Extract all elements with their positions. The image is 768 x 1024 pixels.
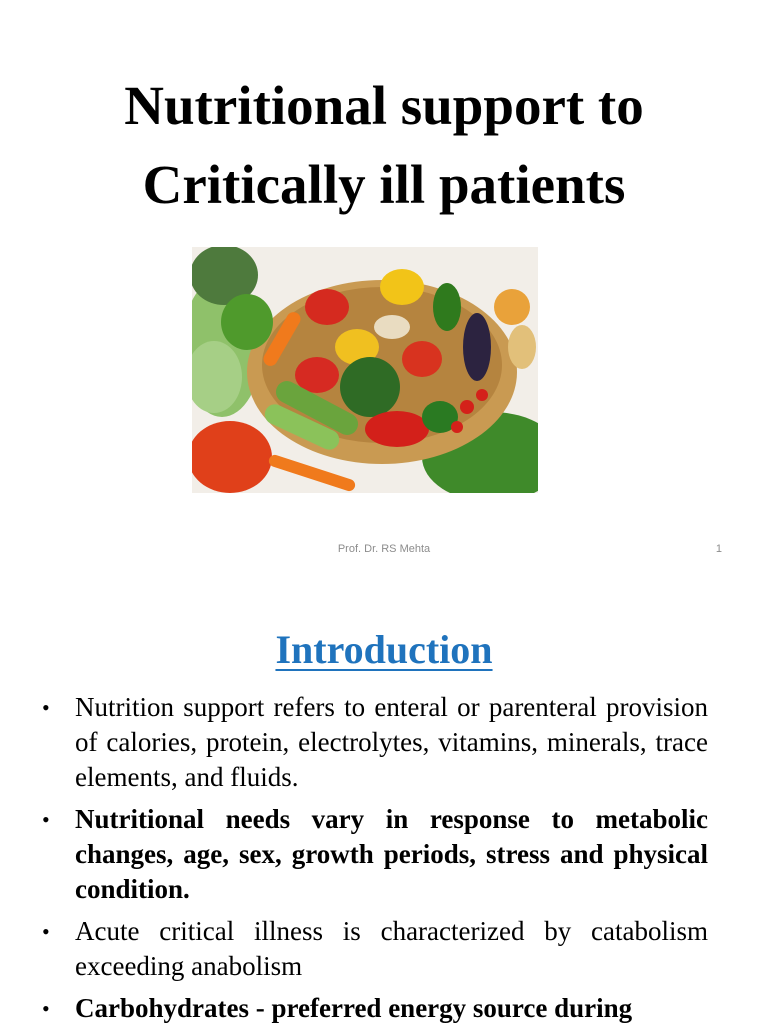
bullet-list [40,690,708,1024]
bullet-dot-icon: • [42,996,50,1021]
bullet-text: Acute critical illness is characterized by catabolism exceeding anabolism [75,916,708,981]
slide-2 [0,576,768,1024]
section-heading: Introduction [275,627,493,672]
bullet-dot-icon: • [42,919,50,944]
bullet-item [40,802,708,907]
bullet-item [40,991,708,1024]
bullet-text: Nutritional needs vary in response to metabolic changes, age, sex, growth periods, stress and physical condition. [75,804,708,904]
vegetable-basket-photo [192,247,538,493]
bullet-dot-icon: • [42,807,50,832]
presenter-footer: Prof. Dr. RS Mehta [337,543,431,555]
bullet-item [40,690,708,795]
page-number: 1 [715,543,722,555]
bullet-text: Carbohydrates - preferred energy source during [75,993,633,1023]
title-line-2: Critically ill patients [142,154,626,215]
bullet-dot-icon: • [42,695,50,720]
bullet-item [40,914,708,984]
title-line-1: Nutritional support to [124,75,644,136]
slide-title [0,66,768,224]
bullet-text: Nutrition support refers to enteral or parenteral provision of calories, protein, electrolytes, vitamins, minerals, trace elements, and fluids. [75,692,708,792]
